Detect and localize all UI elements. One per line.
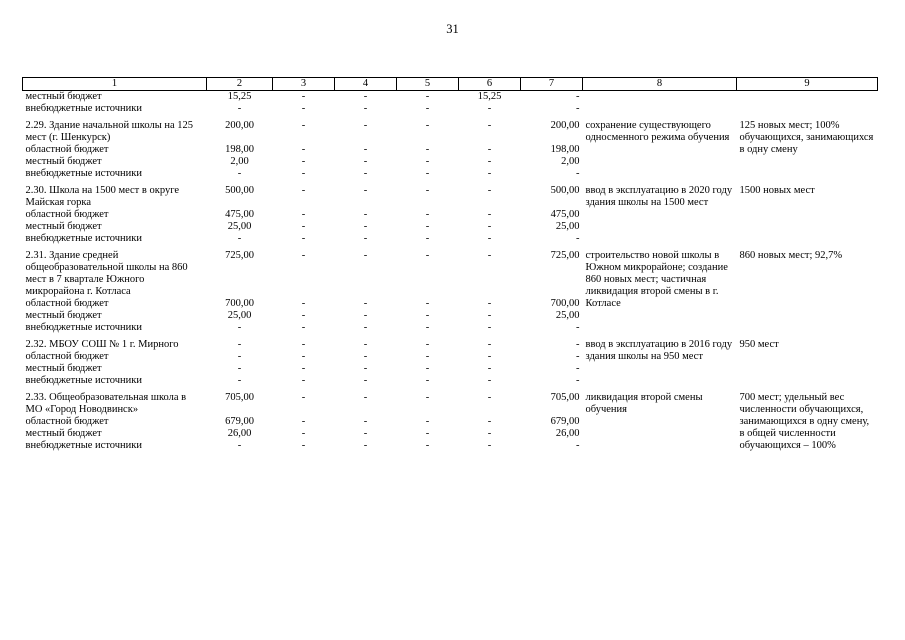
value-cell: - — [301, 144, 306, 155]
value-cell: 2,00 — [230, 156, 249, 167]
value-cell: 25,00 — [555, 221, 580, 232]
value-cell: - — [363, 339, 368, 350]
value-cell: - — [487, 185, 492, 196]
value-cell: 15,25 — [477, 91, 502, 102]
value-cell: - — [237, 233, 242, 244]
value-cell: - — [487, 156, 492, 167]
row-label: 2.29. Здание начальной школы на 125 мест (г. Шенкурск) — [25, 120, 194, 143]
value-cell: - — [576, 91, 580, 102]
value-cell: - — [301, 91, 306, 102]
value-cell: - — [363, 322, 368, 333]
value-cell: - — [425, 168, 430, 179]
value-cell: - — [363, 120, 368, 131]
value-cell: - — [487, 209, 492, 220]
value-cell: - — [301, 351, 306, 362]
row-label: местный бюджет — [25, 363, 102, 374]
result-description: ликвидация второй смены обучения — [585, 392, 703, 415]
row-label: 2.32. МБОУ СОШ № 1 г. Мирного — [25, 339, 179, 350]
value-cell: 475,00 — [550, 209, 580, 220]
value-cell: - — [301, 221, 306, 232]
result-indicator: 1500 новых мест — [739, 185, 815, 196]
value-cell: - — [363, 168, 368, 179]
result-description: сохранение существующего односменного режима обучения — [585, 120, 730, 143]
value-cell: - — [425, 428, 430, 439]
value-cell: - — [425, 233, 430, 244]
row-label: внебюджетные источники — [25, 322, 143, 333]
value-cell: - — [237, 351, 242, 362]
budget-table — [22, 77, 878, 452]
section-row — [23, 387, 878, 416]
result-description: ввод в эксплуатацию в 2020 году здания школы на 1500 мест — [585, 185, 733, 208]
value-cell: - — [363, 363, 368, 374]
result-indicator: 125 новых мест; 100% обучающихся, занимающихся в одну смену — [739, 120, 874, 155]
value-cell: - — [363, 233, 368, 244]
row-label: областной бюджет — [25, 416, 109, 427]
header-cell: 8 — [583, 78, 737, 91]
value-cell: - — [487, 416, 492, 427]
value-cell: - — [301, 392, 306, 403]
value-cell: - — [301, 339, 306, 350]
value-cell: - — [576, 103, 580, 114]
value-cell: 198,00 — [550, 144, 580, 155]
value-cell: - — [425, 375, 430, 386]
value-cell: - — [363, 156, 368, 167]
row-label: внебюджетные источники — [25, 375, 143, 386]
value-cell: - — [487, 310, 492, 321]
value-cell: - — [301, 120, 306, 131]
value-cell: 700,00 — [225, 298, 254, 309]
value-cell: - — [576, 363, 580, 374]
value-cell: - — [363, 392, 368, 403]
section-row — [23, 180, 878, 209]
value-cell: - — [576, 440, 580, 451]
value-cell: - — [425, 120, 430, 131]
value-cell: - — [425, 339, 430, 350]
row-label: местный бюджет — [25, 91, 102, 102]
header-cell: 6 — [459, 78, 521, 91]
result-indicator: 700 мест; удельный вес численности обучающихся, занимающихся в одну смену, в общей численности обучающихся – 100% — [739, 392, 870, 451]
header-cell: 3 — [273, 78, 335, 91]
value-cell: - — [301, 428, 306, 439]
value-cell: - — [487, 363, 492, 374]
value-cell: - — [425, 156, 430, 167]
header-cell: 5 — [397, 78, 459, 91]
value-cell: - — [237, 440, 242, 451]
value-cell: - — [363, 375, 368, 386]
value-cell: - — [576, 168, 580, 179]
value-cell: - — [487, 221, 492, 232]
value-cell: - — [363, 298, 368, 309]
value-cell: - — [425, 298, 430, 309]
value-cell: 679,00 — [225, 416, 254, 427]
section-row — [23, 245, 878, 298]
value-cell: 725,00 — [225, 250, 254, 261]
value-cell: 500,00 — [225, 185, 254, 196]
header-cell: 7 — [521, 78, 583, 91]
value-cell: - — [301, 298, 306, 309]
value-cell: - — [237, 375, 242, 386]
value-cell: - — [576, 339, 580, 350]
row-label: областной бюджет — [25, 298, 109, 309]
value-cell: - — [301, 233, 306, 244]
value-cell: - — [301, 416, 306, 427]
value-cell: 200,00 — [225, 120, 254, 131]
row-label: местный бюджет — [25, 428, 102, 439]
value-cell: - — [301, 209, 306, 220]
value-cell: - — [425, 209, 430, 220]
value-cell: - — [363, 250, 368, 261]
value-cell: 25,00 — [555, 310, 580, 321]
row-label: местный бюджет — [25, 310, 102, 321]
value-cell: - — [363, 209, 368, 220]
value-cell: - — [576, 375, 580, 386]
result-description: строительство новой школы в Южном микрорайоне; создание 860 новых мест; частичная ликвидация второй смены в г. Котласе — [585, 250, 728, 309]
value-cell: - — [237, 103, 242, 114]
result-indicator: 950 мест — [739, 339, 779, 350]
result-description — [583, 103, 737, 115]
value-cell: - — [301, 103, 306, 114]
value-cell: - — [487, 298, 492, 309]
row-label: внебюджетные источники — [25, 103, 143, 114]
value-cell: - — [576, 351, 580, 362]
value-cell: - — [425, 363, 430, 374]
result-indicator — [737, 91, 878, 104]
value-cell: 705,00 — [225, 392, 254, 403]
value-cell: 26,00 — [555, 428, 580, 439]
result-indicator — [737, 103, 878, 115]
value-cell: - — [487, 392, 492, 403]
page-number: 31 — [446, 22, 459, 36]
value-cell: - — [363, 144, 368, 155]
table-body — [23, 78, 878, 453]
value-cell: - — [425, 91, 430, 102]
row-label: местный бюджет — [25, 156, 102, 167]
value-cell: 25,00 — [227, 221, 252, 232]
value-cell: - — [487, 339, 492, 350]
value-cell: - — [301, 363, 306, 374]
value-cell: - — [425, 322, 430, 333]
value-cell: - — [487, 103, 492, 114]
value-cell: 725,00 — [550, 250, 580, 261]
row-label: областной бюджет — [25, 209, 109, 220]
value-cell: - — [237, 168, 242, 179]
value-cell: - — [363, 221, 368, 232]
value-cell: 200,00 — [550, 120, 580, 131]
result-description: ввод в эксплуатацию в 2016 году здания школы на 950 мест — [585, 339, 733, 362]
section-row — [23, 115, 878, 144]
value-cell: - — [425, 440, 430, 451]
value-cell: - — [487, 351, 492, 362]
value-cell: 25,00 — [227, 310, 252, 321]
value-cell: - — [487, 120, 492, 131]
result-indicator: 860 новых мест; 92,7% — [739, 250, 843, 261]
value-cell: - — [487, 233, 492, 244]
value-cell: 705,00 — [550, 392, 580, 403]
table-row — [23, 91, 878, 104]
value-cell: - — [576, 322, 580, 333]
value-cell: - — [237, 363, 242, 374]
row-label: 2.31. Здание средней общеобразовательной школы на 860 мест в 7 квартале Южного микрорайона г. Котласа — [25, 250, 188, 297]
header-cell: 1 — [23, 78, 207, 91]
value-cell: 679,00 — [550, 416, 580, 427]
header-row — [23, 78, 878, 91]
value-cell: - — [301, 440, 306, 451]
value-cell: 15,25 — [227, 91, 252, 102]
row-label: внебюджетные источники — [25, 233, 143, 244]
row-label: местный бюджет — [25, 221, 102, 232]
value-cell: - — [301, 375, 306, 386]
header-cell: 9 — [737, 78, 878, 91]
value-cell: - — [363, 440, 368, 451]
table-row — [23, 103, 878, 115]
section-row — [23, 334, 878, 351]
value-cell: - — [425, 103, 430, 114]
value-cell: - — [301, 156, 306, 167]
value-cell: - — [363, 91, 368, 102]
row-label: внебюджетные источники — [25, 440, 143, 451]
value-cell: - — [363, 103, 368, 114]
value-cell: - — [487, 375, 492, 386]
header-cell: 4 — [335, 78, 397, 91]
value-cell: 2,00 — [561, 156, 580, 167]
value-cell: - — [237, 339, 242, 350]
value-cell: - — [487, 144, 492, 155]
value-cell: - — [425, 416, 430, 427]
value-cell: 500,00 — [550, 185, 580, 196]
value-cell: - — [301, 310, 306, 321]
row-label: областной бюджет — [25, 144, 109, 155]
value-cell: 700,00 — [550, 298, 580, 309]
value-cell: - — [425, 310, 430, 321]
row-label: внебюджетные источники — [25, 168, 143, 179]
value-cell: - — [425, 144, 430, 155]
value-cell: 198,00 — [225, 144, 254, 155]
value-cell: - — [487, 440, 492, 451]
value-cell: - — [301, 322, 306, 333]
value-cell: - — [363, 185, 368, 196]
value-cell: - — [425, 351, 430, 362]
value-cell: 26,00 — [227, 428, 252, 439]
value-cell: - — [487, 168, 492, 179]
value-cell: - — [576, 233, 580, 244]
value-cell: - — [363, 310, 368, 321]
value-cell: - — [301, 250, 306, 261]
value-cell: - — [301, 185, 306, 196]
value-cell: - — [487, 428, 492, 439]
value-cell: - — [237, 322, 242, 333]
value-cell: - — [425, 221, 430, 232]
value-cell: - — [363, 416, 368, 427]
header-cell: 2 — [207, 78, 273, 91]
value-cell: - — [425, 185, 430, 196]
value-cell: - — [487, 322, 492, 333]
value-cell: - — [363, 351, 368, 362]
row-label: 2.30. Школа на 1500 мест в округе Майская горка — [25, 185, 180, 208]
value-cell: - — [363, 428, 368, 439]
row-label: областной бюджет — [25, 351, 109, 362]
value-cell: - — [487, 250, 492, 261]
value-cell: - — [425, 250, 430, 261]
value-cell: - — [425, 392, 430, 403]
row-label: 2.33. Общеобразовательная школа в МО «Город Новодвинск» — [25, 392, 187, 415]
value-cell: - — [301, 168, 306, 179]
value-cell: 475,00 — [225, 209, 254, 220]
result-description — [583, 91, 737, 104]
